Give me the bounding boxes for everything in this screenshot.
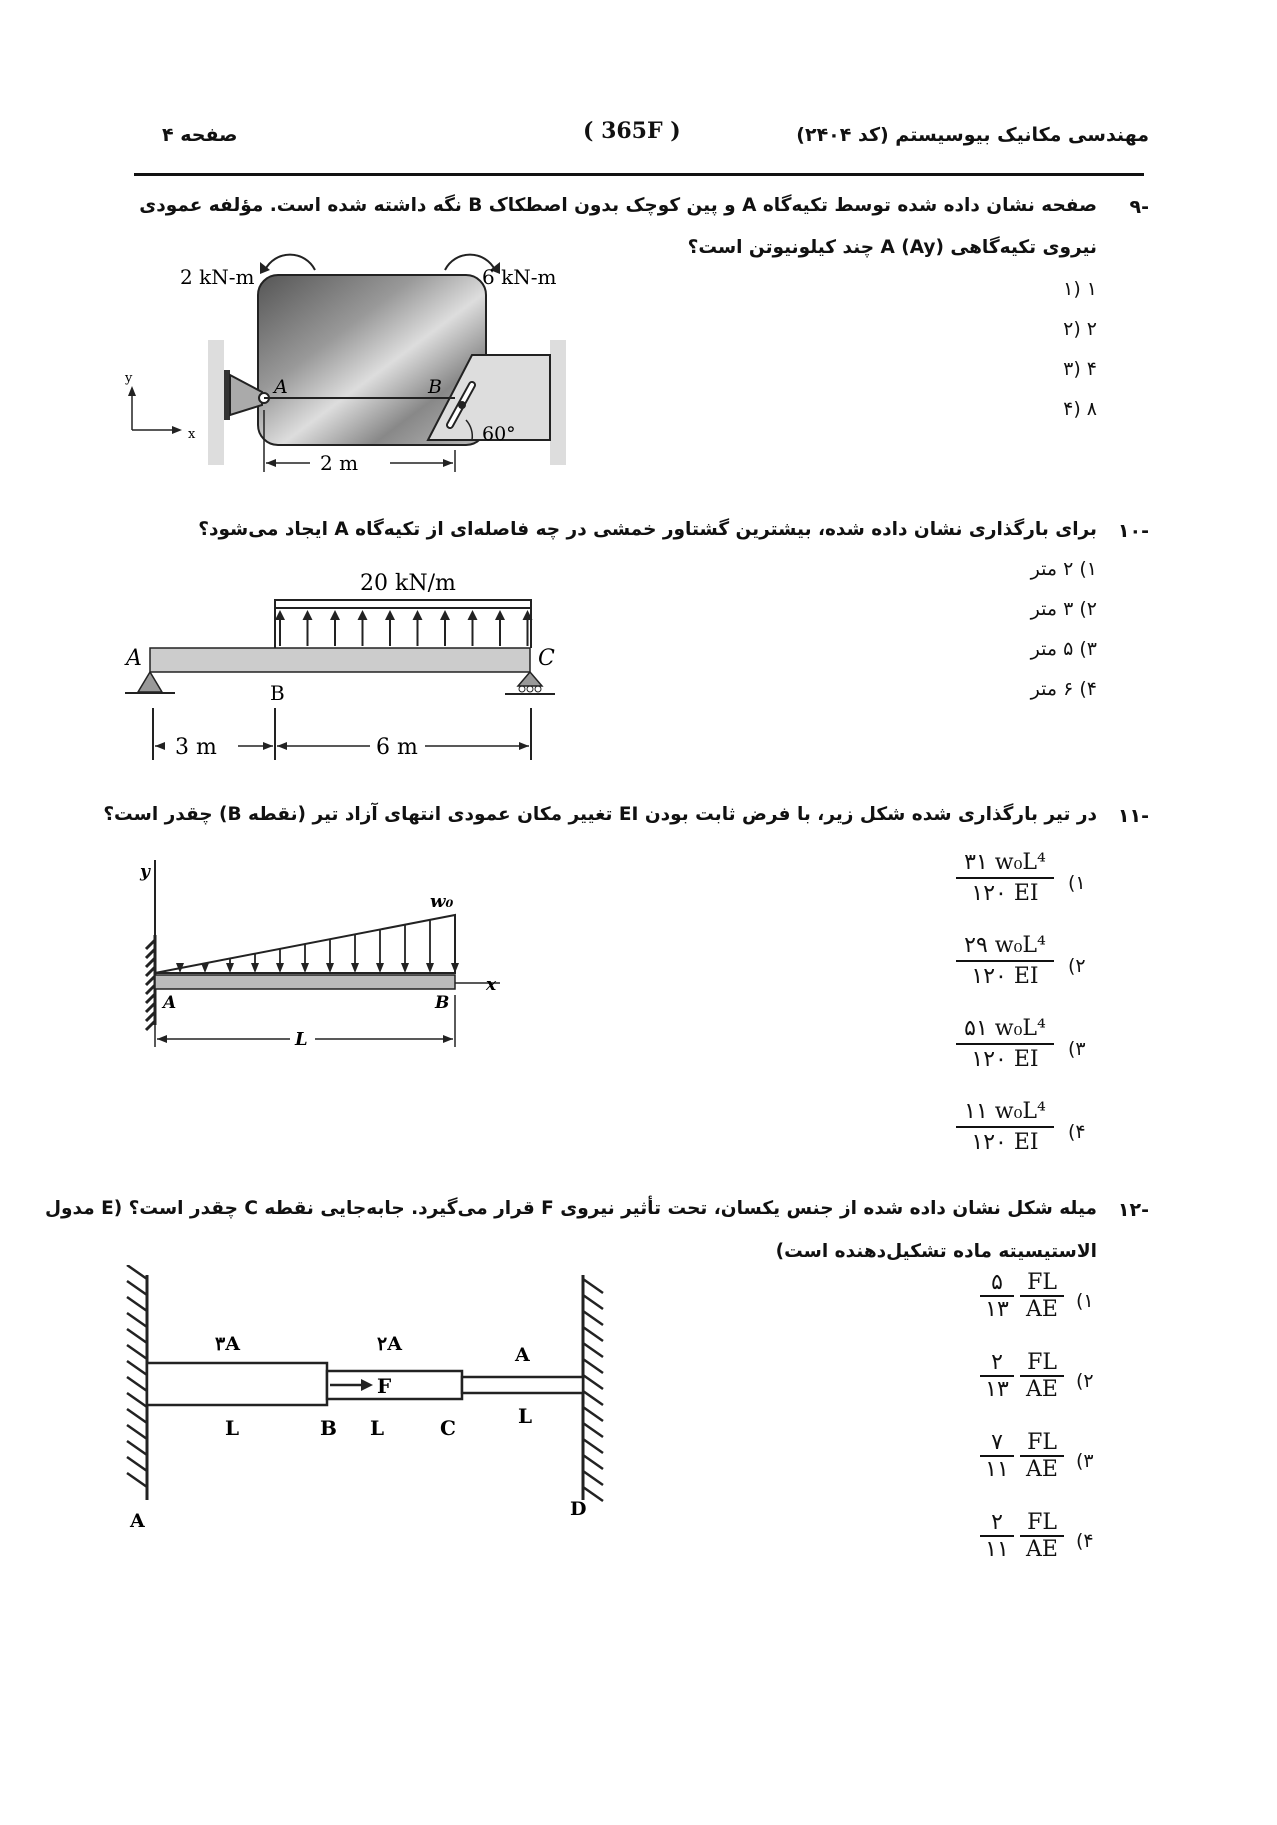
- q12-wall-left-hatch: [127, 1313, 147, 1327]
- q12-wall-right-hatch: [583, 1423, 603, 1437]
- q11-load-arrowhead: [226, 963, 234, 973]
- q11-option-1[interactable]: ۳۱ w₀L⁴ ۱۲۰ EI: [950, 850, 1060, 906]
- q12-area1: ۳A: [215, 1333, 240, 1355]
- q12-len2: L: [370, 1416, 385, 1440]
- exam-title: مهندسی مکانیک بیوسیستم (کد ۲۴۰۴): [796, 124, 1149, 146]
- q9-text-line1: صفحه نشان داده شده توسط تکیه‌گاه A و پین کوچک بدون اصطکاک B نگه داشته شده است. مؤلفه عمودی: [139, 195, 1097, 216]
- q9-figure: [110, 240, 580, 480]
- q10-label-b: B: [270, 681, 285, 705]
- q11-number: -۱۱: [1117, 805, 1149, 827]
- q12-len1: L: [225, 1416, 240, 1440]
- q12-wall-right-hatch: [583, 1471, 603, 1485]
- q9-option-4[interactable]: ۸ (۴: [1063, 398, 1097, 420]
- q10-option-4[interactable]: ۴) ۶ متر: [1030, 678, 1097, 700]
- q12-option-4-coef[interactable]: ۲ ۱۱: [980, 1510, 1014, 1562]
- q12-area2: ۲A: [377, 1333, 402, 1355]
- q11-options: [950, 850, 1100, 1170]
- q9-moment-left-label: 2 kN-m: [180, 265, 255, 289]
- q11-figure: [130, 855, 530, 1055]
- q10-load-arrows: [275, 610, 533, 646]
- q10-load-arrowhead: [385, 610, 395, 620]
- q11-load-arrowhead: [451, 963, 459, 973]
- q12-text-line1: میله شکل نشان داده شده از جنس یکسان، تحت تأثیر نیروی F قرار می‌گیرد. جابه‌جایی نقطه C چقدر است؟ (E مدول: [44, 1198, 1097, 1219]
- q12-wall-left-hatch: [127, 1377, 147, 1391]
- q12-area3: A: [515, 1344, 530, 1366]
- header-rule: [134, 173, 1144, 176]
- q11-load-arrowhead: [351, 963, 359, 973]
- q9-dim-label: 2 m: [320, 451, 359, 475]
- q12-option-1-frac[interactable]: FL AE: [1020, 1270, 1064, 1322]
- q12-wall-right-hatch: [583, 1375, 603, 1389]
- q12-wall-right-hatch: [583, 1407, 603, 1421]
- q12-option-4-label[interactable]: (۴: [1076, 1530, 1094, 1552]
- q12-option-3-frac[interactable]: FL AE: [1020, 1430, 1064, 1482]
- q10-text: برای بارگذاری نشان داده شده، بیشترین گشتاور خمشی در چه فاصله‌ای از تکیه‌گاه A ایجاد می‌شود؟: [198, 519, 1097, 540]
- q12-option-3-label[interactable]: (۳: [1076, 1450, 1094, 1472]
- q12-wall-left-hatch: [127, 1329, 147, 1343]
- svg-text:y: y: [140, 862, 150, 882]
- q10-load-top: [275, 600, 531, 608]
- q11-option-2[interactable]: ۲۹ w₀L⁴ ۱۲۰ EI: [950, 933, 1060, 989]
- q12-wall-left-hatch: [127, 1473, 147, 1487]
- q10-label-a: A: [126, 646, 142, 671]
- q12-force-label: F: [377, 1374, 392, 1398]
- q10-load-arrowhead: [303, 610, 313, 620]
- q11-option-4[interactable]: ۱۱ w₀L⁴ ۱۲۰ EI: [950, 1099, 1060, 1155]
- q11-load-arrowhead: [376, 963, 384, 973]
- q9-right-wall: [550, 340, 566, 465]
- q10-support-a: [138, 672, 162, 692]
- q12-option-4-frac[interactable]: FL AE: [1020, 1510, 1064, 1562]
- q12-option-2-coef[interactable]: ۲ ۱۳: [980, 1350, 1014, 1402]
- q10-load-arrowhead: [330, 610, 340, 620]
- q9-option-2[interactable]: ۲ (۲: [1063, 318, 1097, 340]
- q9-moment-right-label: 6 kN-m: [482, 265, 557, 289]
- q10-figure: [120, 560, 580, 770]
- q12-wall-right-hatch: [583, 1359, 603, 1373]
- q11-load-label: w₀: [430, 891, 454, 912]
- q12-option-2-label[interactable]: (۲: [1076, 1370, 1094, 1392]
- q12-wall-right-hatch: [583, 1279, 603, 1293]
- q10-load-label: 20 kN/m: [360, 571, 456, 596]
- q10-beam: [150, 648, 530, 672]
- q9-label-b: B: [428, 376, 442, 398]
- q12-label-d: D: [570, 1498, 587, 1520]
- q12-number: -۱۲: [1117, 1199, 1149, 1221]
- q11-load-arrowhead: [251, 963, 259, 973]
- q12-label-b: B: [320, 1416, 337, 1440]
- q12-wall-right-hatch: [583, 1343, 603, 1357]
- q10-dim1: 3 m: [175, 735, 217, 760]
- booklet-code: ( 365F ): [583, 118, 681, 144]
- q9-number: -۹: [1129, 196, 1149, 218]
- q11-option-2-label[interactable]: (۲: [1068, 955, 1086, 977]
- q11-load-arrowhead: [401, 963, 409, 973]
- q9-label-a: A: [274, 376, 288, 398]
- svg-text:y: y: [125, 371, 133, 386]
- q12-wall-right-hatch: [583, 1455, 603, 1469]
- q11-text: در تیر بارگذاری شده شکل زیر، با فرض ثابت بودن EI تغییر مکان عمودی انتهای آزاد تیر (نقطه B) چقدر است؟: [103, 804, 1097, 825]
- q11-load-arrowhead: [426, 963, 434, 973]
- q9-text-line2: نیروی تکیه‌گاهی A (Ay) چند کیلونیوتن است؟: [687, 237, 1097, 258]
- q10-dim2: 6 m: [376, 735, 418, 760]
- page-number: صفحه ۴: [162, 124, 238, 146]
- q10-option-2[interactable]: ۲) ۳ متر: [1030, 598, 1097, 620]
- q12-wall-right-hatch: [583, 1391, 603, 1405]
- q11-load-arrowhead: [276, 963, 284, 973]
- q9-option-3[interactable]: ۴ (۳: [1063, 358, 1097, 380]
- q10-load-arrowhead: [413, 610, 423, 620]
- q12-wall-right-hatch: [583, 1439, 603, 1453]
- q11-label-b: B: [435, 993, 450, 1013]
- q11-load-arrows: [176, 915, 459, 973]
- q12-wall-left-hatch: [127, 1425, 147, 1439]
- q12-option-1-label[interactable]: (۱: [1076, 1290, 1094, 1312]
- q9-moment-left-arrow: [265, 255, 315, 270]
- q11-load-arrowhead: [326, 963, 334, 973]
- q12-bar-a: [462, 1377, 583, 1393]
- q10-label-c: C: [538, 646, 555, 671]
- q10-support-c: [518, 672, 542, 686]
- q12-bar-3a: [147, 1363, 327, 1405]
- q12-wall-left-hatch: [127, 1297, 147, 1311]
- q12-wall-left-hatch: [127, 1393, 147, 1407]
- q12-label-a: A: [130, 1510, 145, 1532]
- q10-option-3[interactable]: ۳) ۵ متر: [1030, 638, 1097, 660]
- q12-wall-left-hatch: [127, 1441, 147, 1455]
- q10-load-arrowhead: [358, 610, 368, 620]
- svg-text:x: x: [486, 975, 497, 995]
- q12-options: [980, 1270, 1110, 1590]
- q11-option-4-label[interactable]: (۴: [1068, 1121, 1086, 1143]
- q10-number: -۱۰: [1117, 520, 1149, 542]
- q11-beam: [155, 975, 455, 989]
- q11-dim: L: [295, 1029, 308, 1050]
- q11-label-a: A: [163, 993, 177, 1013]
- q11-option-3[interactable]: ۵۱ w₀L⁴ ۱۲۰ EI: [950, 1016, 1060, 1072]
- q9-pin-b: [458, 401, 466, 409]
- q12-text-line2: الاستیسیته ماده تشکیل‌دهنده است): [775, 1241, 1097, 1262]
- q12-wall-right-hatch: [583, 1311, 603, 1325]
- q10-load-arrowhead: [468, 610, 478, 620]
- q12-wall-left-hatch: [127, 1361, 147, 1375]
- q12-wall-right-hatch: [583, 1295, 603, 1309]
- q9-left-wall: [208, 340, 224, 465]
- q10-load-arrowhead: [495, 610, 505, 620]
- q12-len3: L: [518, 1404, 533, 1428]
- svg-text:x: x: [188, 427, 196, 442]
- q12-label-c: C: [440, 1416, 456, 1440]
- q10-load-arrowhead: [275, 610, 285, 620]
- q12-wall-left-hatch: [127, 1281, 147, 1295]
- q10-load-arrowhead: [440, 610, 450, 620]
- q12-figure: [115, 1265, 615, 1545]
- q12-wall-left-hatch: [127, 1409, 147, 1423]
- q12-wall-left-hatch: [127, 1457, 147, 1471]
- q11-wall-hatch: [146, 1021, 155, 1030]
- q12-option-1-coef[interactable]: ۵ ۱۳: [980, 1270, 1014, 1322]
- q9-angle-label: 60°: [482, 423, 516, 445]
- q12-wall-left-hatch: [127, 1345, 147, 1359]
- q11-load-arrowhead: [201, 963, 209, 973]
- q10-option-1[interactable]: ۱) ۲ متر: [1030, 558, 1097, 580]
- q11-option-3-label[interactable]: (۳: [1068, 1038, 1086, 1060]
- q11-load-arrowhead: [301, 963, 309, 973]
- q12-wall-left-hatch: [127, 1265, 147, 1279]
- q12-option-3-coef[interactable]: ۷ ۱۱: [980, 1430, 1014, 1482]
- q12-wall-right-hatch: [583, 1327, 603, 1341]
- q12-option-2-frac[interactable]: FL AE: [1020, 1350, 1064, 1402]
- q11-option-1-label[interactable]: (۱: [1068, 872, 1086, 894]
- q9-option-1[interactable]: ۱ (۱: [1063, 278, 1097, 300]
